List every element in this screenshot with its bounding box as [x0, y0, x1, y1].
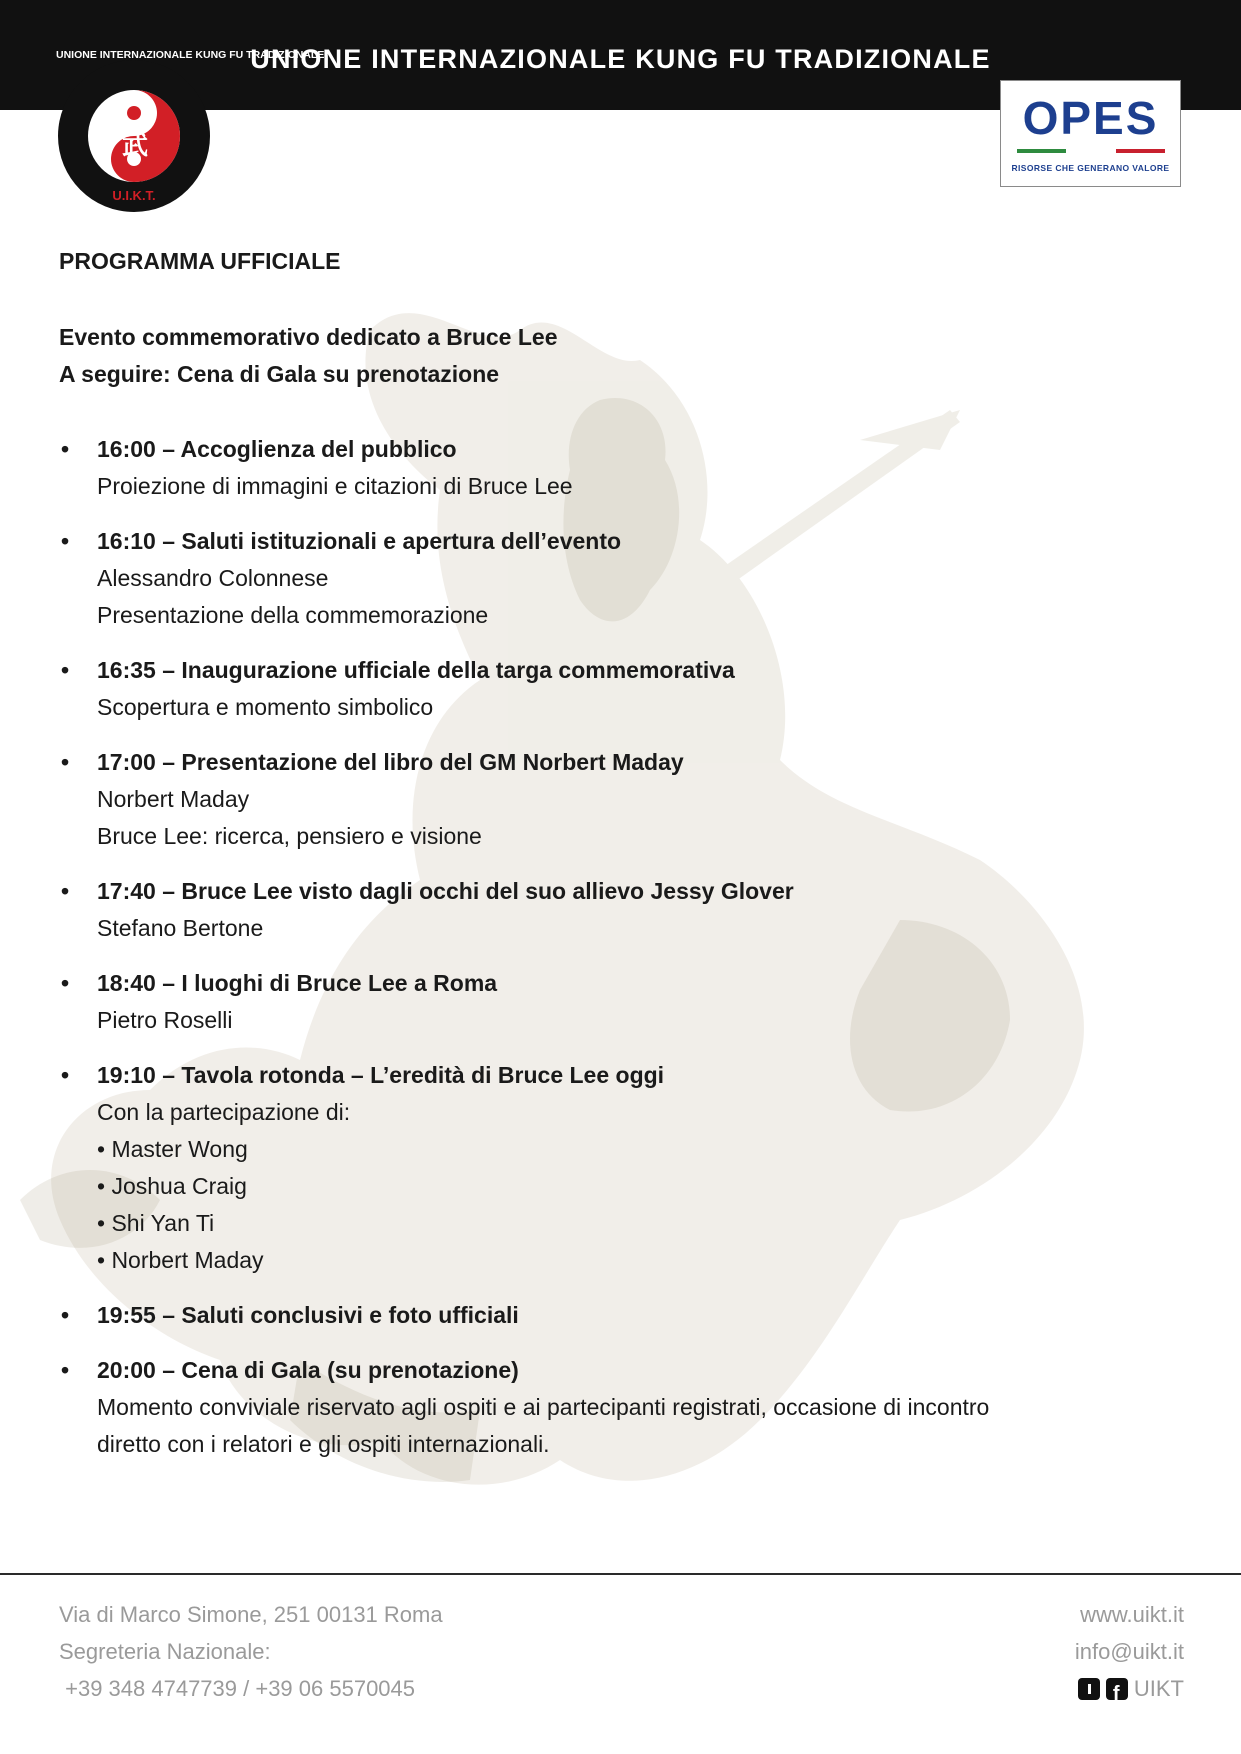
opes-logo-word: OPES [1022, 92, 1159, 144]
bullet-point: • [61, 970, 70, 996]
footer-divider [0, 1573, 1241, 1575]
program-item-detail: Presentazione della commemorazione [97, 602, 489, 628]
instagram-icon[interactable] [1078, 1678, 1100, 1700]
program-item [59, 1352, 1189, 1463]
program-item-detail: Alessandro Colonnese [97, 565, 329, 591]
program-item-detail: Norbert Maday [97, 786, 250, 812]
program-list [59, 431, 1189, 1463]
program-item-title: 17:00 – Presentazione del libro del GM Norbert Maday [97, 749, 684, 775]
footer-contact [59, 1596, 443, 1707]
program-item [59, 1057, 1189, 1279]
opes-flag-stripe [1017, 149, 1165, 153]
bullet-point: • [61, 1062, 70, 1088]
bullet-point: • [61, 878, 70, 904]
website-link[interactable]: www.uikt.it [1080, 1602, 1184, 1627]
program-item [59, 431, 1189, 505]
program-item-detail: diretto con i relatori e gli ospiti internazionali. [97, 1431, 550, 1457]
bullet-point: • [61, 436, 70, 462]
svg-text:武: 武 [122, 131, 149, 161]
program-item-detail: • Master Wong [97, 1136, 248, 1162]
page-title: PROGRAMMA UFFICIALE [59, 248, 341, 274]
bullet-point: • [61, 528, 70, 554]
footer-phones: +39 348 4747739 / +39 06 5570045 [59, 1676, 416, 1701]
program-item [59, 873, 1189, 947]
opes-logo-tagline: RISORSE CHE GENERANO VALORE [1011, 163, 1170, 173]
program-item-detail: Scopertura e momento simbolico [97, 694, 434, 720]
bullet-point: • [61, 1302, 70, 1328]
uikt-logo-ring-text: UNIONE INTERNAZIONALE KUNG FU TRADIZIONALE [56, 49, 325, 61]
email-link[interactable]: info@uikt.it [1074, 1639, 1184, 1664]
program-item [59, 652, 1189, 726]
program-item-title: 19:10 – Tavola rotonda – L’eredità di Bruce Lee oggi [97, 1062, 665, 1088]
facebook-icon[interactable] [1106, 1678, 1128, 1700]
main-content [59, 248, 1189, 1481]
program-item-detail: • Norbert Maday [97, 1247, 264, 1273]
program-item-detail: Con la partecipazione di: [97, 1099, 351, 1125]
program-item-detail: Stefano Bertone [97, 915, 264, 941]
program-item [59, 523, 1189, 634]
event-subtitle-1: Evento commemorativo dedicato a Bruce Lee [59, 324, 558, 350]
program-item-title: 18:40 – I luoghi di Bruce Lee a Roma [97, 970, 498, 996]
program-item-detail: • Shi Yan Ti [97, 1210, 215, 1236]
program-item-title: 17:40 – Bruce Lee visto dagli occhi del suo allievo Jessy Glover [97, 878, 794, 904]
social-handle[interactable]: UIKT [1133, 1676, 1184, 1701]
program-item-title: 20:00 – Cena di Gala (su prenotazione) [97, 1357, 519, 1383]
program-item-title: 19:55 – Saluti conclusivi e foto ufficiali [97, 1302, 519, 1328]
program-item [59, 965, 1189, 1039]
program-item-detail: Momento conviviale riservato agli ospiti e ai partecipanti registrati, occasione di incontro [97, 1394, 990, 1420]
program-item [59, 1297, 1189, 1334]
bullet-point: • [61, 1357, 70, 1383]
program-item [59, 744, 1189, 855]
uikt-logo-initials: U.I.K.T. [112, 188, 156, 203]
social-links [1078, 1670, 1184, 1707]
bullet-point: • [61, 749, 70, 775]
footer-links [1075, 1596, 1184, 1711]
program-item-detail: Proiezione di immagini e citazioni di Bruce Lee [97, 473, 573, 499]
program-item-title: 16:35 – Inaugurazione ufficiale della targa commemorativa [97, 657, 735, 683]
program-item-title: 16:10 – Saluti istituzionali e apertura dell’evento [97, 528, 622, 554]
program-item-detail: Bruce Lee: ricerca, pensiero e visione [97, 823, 482, 849]
footer-address: Via di Marco Simone, 251 00131 Roma [59, 1602, 443, 1627]
program-item-detail: Pietro Roselli [97, 1007, 233, 1033]
program-item-detail: • Joshua Craig [97, 1173, 247, 1199]
event-subtitle-2: A seguire: Cena di Gala su prenotazione [59, 361, 500, 387]
program-item-title: 16:00 – Accoglienza del pubblico [97, 436, 457, 462]
header-title: UNIONE INTERNAZIONALE KUNG FU TRADIZIONALE [250, 44, 991, 74]
bullet-point: • [61, 657, 70, 683]
footer-secretariat-label: Segreteria Nazionale: [59, 1639, 271, 1664]
